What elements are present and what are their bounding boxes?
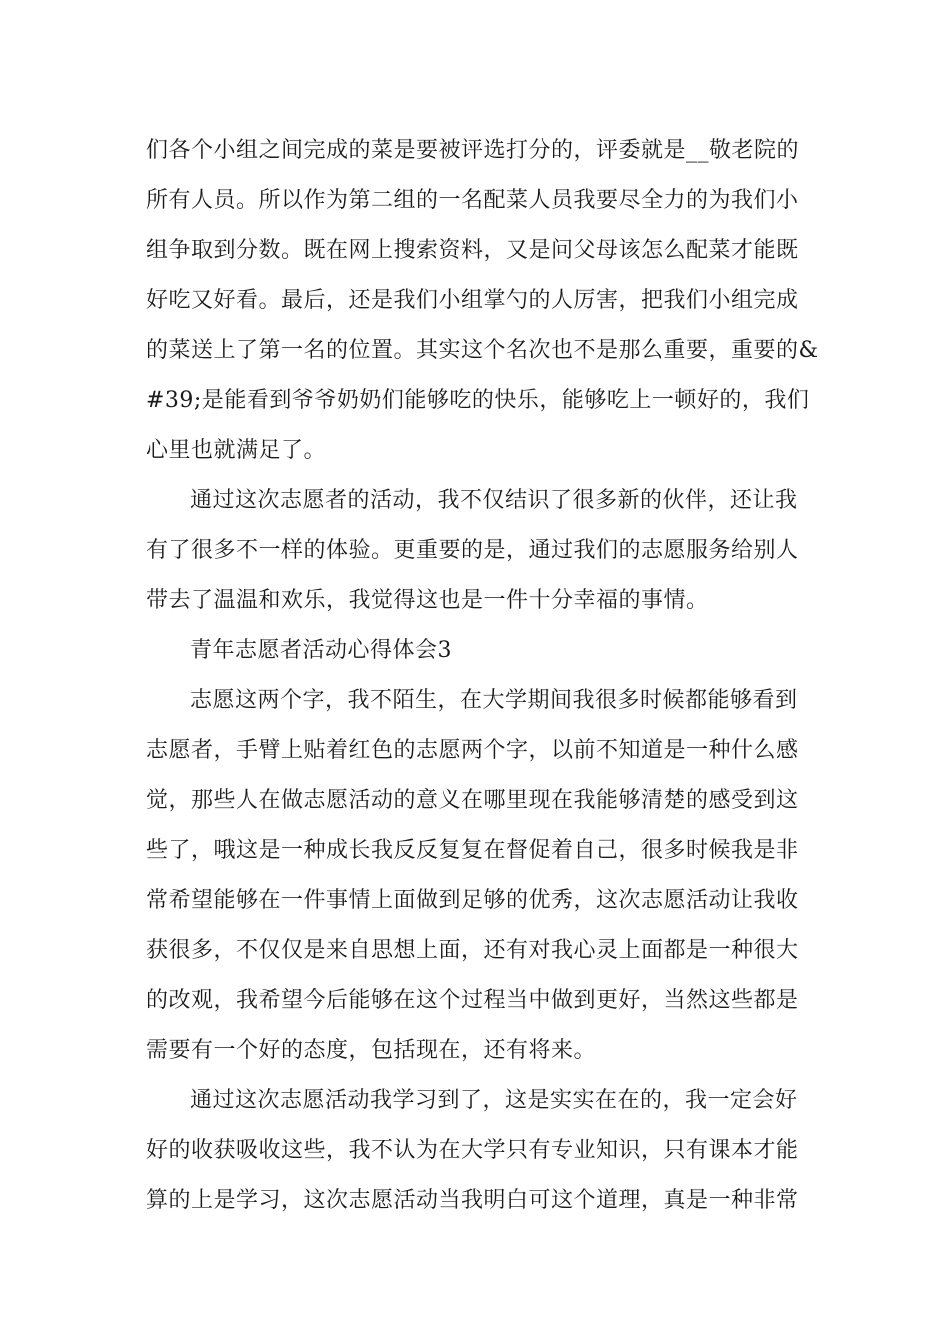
paragraph-line: 的改观，我希望今后能够在这个过程当中做到更好，当然这些都是 [146,988,799,1013]
paragraph-line: 好吃又好看。最后，还是我们小组掌勺的人厉害，把我们小组完成 [146,288,799,313]
paragraph-line: 组争取到分数。既在网上搜索资料，又是问父母该怎么配菜才能既 [146,238,799,263]
paragraph-line: 带去了温温和欢乐，我觉得这也是一件十分幸福的事情。 [146,588,709,613]
paragraph-line: #39;是能看到爷爷奶奶们能够吃的快乐，能够吃上一顿好的，我们 [146,388,810,413]
section-heading: 青年志愿者活动心得体会3 [190,638,452,663]
paragraph-line: 们各个小组之间完成的菜是要被评选打分的，评委就是__敬老院的 [146,138,800,163]
paragraph-line: 获很多，不仅仅是来自思想上面，还有对我心灵上面都是一种很大 [146,938,799,963]
paragraph-line: 所有人员。所以作为第二组的一名配菜人员我要尽全力的为我们小 [146,188,799,213]
paragraph-line: 通过这次志愿活动我学习到了，这是实实在在的，我一定会好 [190,1088,798,1113]
paragraph-line: 的菜送上了第一名的位置。其实这个名次也不是那么重要，重要的& [146,338,819,363]
paragraph-line: 志愿这两个字，我不陌生，在大学期间我很多时候都能够看到 [190,688,798,713]
paragraph-line: 算的上是学习，这次志愿活动当我明白可这个道理，真是一种非常 [146,1188,799,1213]
paragraph-line: 好的收获吸收这些，我不认为在大学只有专业知识，只有课本才能 [146,1138,799,1163]
paragraph-line: 心里也就满足了。 [146,438,327,463]
paragraph-line: 有了很多不一样的体验。更重要的是，通过我们的志愿服务给别人 [146,538,799,563]
paragraph-line: 觉，那些人在做志愿活动的意义在哪里现在我能够清楚的感受到这 [146,788,799,813]
paragraph-line: 些了，哦这是一种成长我反反复复在督促着自己，很多时候我是非 [146,838,799,863]
paragraph-line: 通过这次志愿者的活动，我不仅结识了很多新的伙伴，还让我 [190,488,798,513]
paragraph-line: 常希望能够在一件事情上面做到足够的优秀，这次志愿活动让我收 [146,888,799,913]
paragraph-line: 志愿者，手臂上贴着红色的志愿两个字，以前不知道是一种什么感 [146,738,799,763]
paragraph-line: 需要有一个好的态度，包括现在，还有将来。 [146,1038,597,1063]
